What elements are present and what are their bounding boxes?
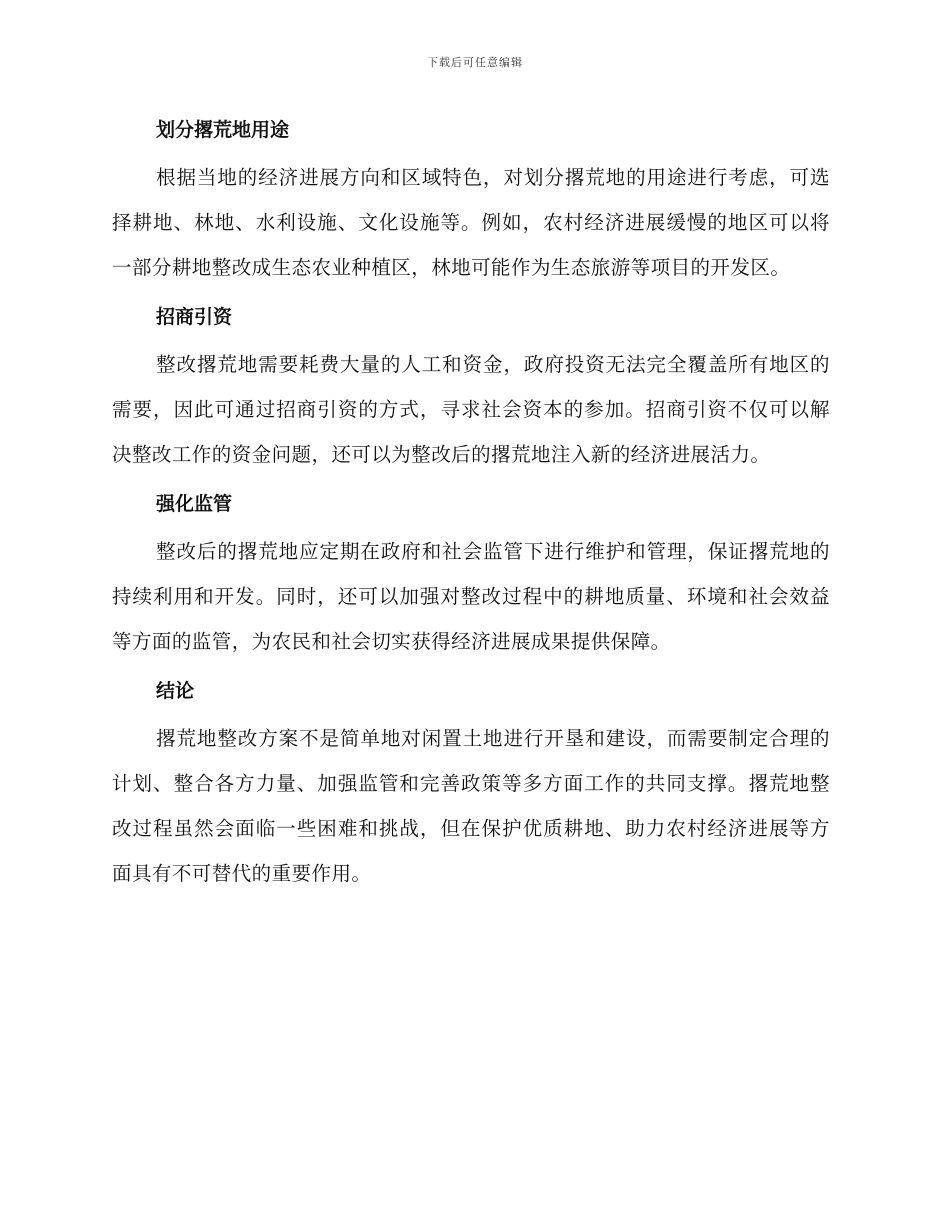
section-paragraph: 整改撂荒地需要耗费大量的人工和资金，政府投资无法完全覆盖所有地区的需要，因此可通过招商引资的方式，寻求社会资本的参加。招商引资不仅可以解决整改工作的资金问题，还可以为整改后的撂荒地注入新的经济进展活力。 (112, 353, 830, 466)
section-conclusion (112, 669, 830, 896)
section-heading: 强化监管 (156, 493, 233, 515)
document-body (112, 108, 830, 901)
header-note: 下载后可任意编辑 (427, 56, 523, 69)
section-heading: 划分撂荒地用途 (156, 119, 290, 141)
section-investment (112, 295, 830, 477)
section-supervision (112, 482, 830, 664)
section-paragraph: 整改后的撂荒地应定期在政府和社会监管下进行维护和管理，保证撂荒地的持续利用和开发。同时，还可以加强对整改过程中的耕地质量、环境和社会效益等方面的监管，为农民和社会切实获得经济进展成果提供保障。 (112, 540, 830, 653)
section-paragraph: 撂荒地整改方案不是简单地对闲置土地进行开垦和建设，而需要制定合理的计划、整合各方力量、加强监管和完善政策等多方面工作的共同支撑。撂荒地整改过程虽然会面临一些困难和挑战，但在保护优质耕地、助力农村经济进展等方面具有不可替代的重要作用。 (112, 727, 830, 885)
section-heading: 招商引资 (156, 306, 233, 328)
section-heading: 结论 (156, 680, 195, 702)
section-land-use (112, 108, 830, 290)
section-paragraph: 根据当地的经济进展方向和区域特色，对划分撂荒地的用途进行考虑，可选择耕地、林地、水利设施、文化设施等。例如，农村经济进展缓慢的地区可以将一部分耕地整改成生态农业种植区，林地可能作为生态旅游等项目的开发区。 (112, 166, 830, 279)
